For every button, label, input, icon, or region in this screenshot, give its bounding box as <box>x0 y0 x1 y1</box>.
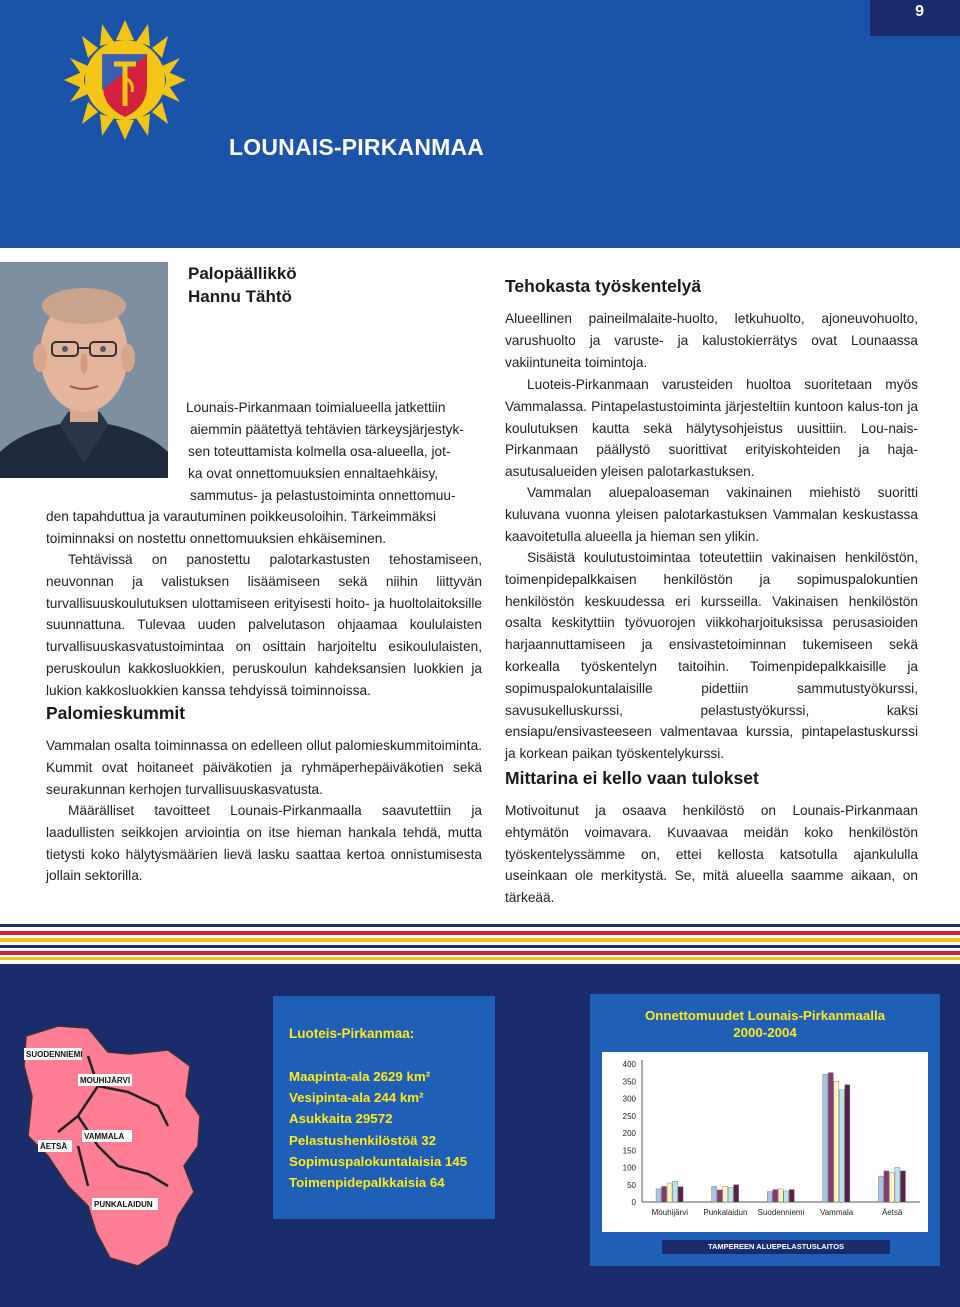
y-tick-label: 300 <box>622 1094 636 1104</box>
chart-bar <box>823 1074 828 1202</box>
y-tick-label: 50 <box>627 1180 636 1190</box>
chart-title-line-1: Onnettomuudet Lounais-Pirkanmaalla <box>644 1008 886 1023</box>
intro-line-7: toiminnaksi on nostettu onnettomuuksien ehkäiseminen. <box>46 531 387 546</box>
map-label-vammala: VAMMALA <box>84 1132 125 1141</box>
chart-title <box>590 1007 940 1041</box>
chart-bar <box>839 1090 844 1202</box>
stripe-navy-2 <box>0 945 960 948</box>
info-title: Luoteis-Pirkanmaa: <box>289 1026 415 1041</box>
chart-bar <box>662 1186 667 1202</box>
intro-line-4: ka ovat onnettomuuksien ennaltaehkäisy, <box>188 466 439 481</box>
chart-bar <box>878 1176 883 1202</box>
chart-bar <box>834 1081 839 1202</box>
y-tick-label: 200 <box>622 1129 636 1138</box>
region-title: LOUNAIS-PIRKANMAA <box>229 134 485 160</box>
map-label-suodenniemi: SUODENNIEMI <box>26 1050 83 1059</box>
heading-tehokasta: Tehokasta työskentelyä <box>505 276 702 296</box>
chart-bar <box>789 1190 794 1202</box>
chart-footer: TAMPEREEN ALUEPELASTUSLAITOS <box>662 1240 890 1254</box>
y-tick-label: 0 <box>631 1198 636 1207</box>
map-label-mouhijarvi: MOUHIJÄRVI <box>80 1076 131 1085</box>
intro-line-2: aiemmin päätettyä tehtävien tärkeysjärjestyk- <box>190 422 464 437</box>
region-map <box>18 996 243 1278</box>
chart-bar <box>895 1168 900 1203</box>
info-maapinta-ala: Maapinta-ala 2629 km² <box>289 1069 431 1084</box>
info-asukkaita: Asukkaita 29572 <box>289 1111 393 1127</box>
chart-bar <box>728 1188 733 1202</box>
paragraph-maaralliset: Määrälliset tavoitteet Lounais-Pirkanmaalla saavutettiin ja laadullisten seikkojen arviointia on itse hieman hankala tehdä, mutta tietysti koko hälytysmäärien lievä lasku saattaa kertoa onnistumisesta jollain sektorilla. <box>46 803 482 884</box>
y-tick-label: 250 <box>622 1111 636 1121</box>
chart-bar <box>845 1085 850 1202</box>
chart-bar <box>723 1186 728 1202</box>
chart-bar <box>773 1190 778 1202</box>
portrait-photo <box>0 262 168 478</box>
caption-role: Palopäällikkö <box>188 264 297 283</box>
map-label-aetsa: ÄETSÄ <box>40 1142 68 1151</box>
x-tick-label: Äetsä <box>881 1208 903 1217</box>
intro-line-6: den tapahduttua ja varautuminen poikkeusoloihin. Tärkeimmäksi <box>46 509 437 524</box>
x-tick-label: Punkalaidun <box>703 1208 748 1217</box>
map-label-punkalaidun: PUNKALAIDUN <box>94 1200 153 1209</box>
chart-bar <box>717 1190 722 1202</box>
bar-chart <box>602 1052 928 1232</box>
stripe-red-2 <box>0 951 960 955</box>
y-tick-label: 400 <box>622 1060 636 1069</box>
info-sopimuspalokuntalaisia: Sopimuspalokuntalaisia 145 <box>289 1153 468 1169</box>
intro-line-1: Lounais-Pirkanmaan toimialueella jatkettiin <box>186 400 446 415</box>
chart-bar <box>678 1187 683 1202</box>
chart-bar <box>734 1185 739 1202</box>
chart-title-line-2: 2000-2004 <box>733 1025 797 1040</box>
y-tick-label: 150 <box>622 1146 636 1156</box>
x-tick-label: Mouhijärvi <box>651 1208 689 1217</box>
chart-bar <box>784 1191 789 1202</box>
info-toimenpidepalkkaisia: Toimenpidepalkkaisia 64 <box>289 1175 445 1191</box>
paragraph-vammalan: Vammalan osalta toiminnassa on edelleen ollut palomieskummitoiminta. Kummit ovat hoitaneet päiväkotien ja ryhmäperhepäiväkotien sekä seurakunnan kerhojen turvallisuuskasvatusta. <box>46 738 482 797</box>
info-vesipinta-ala: Vesipinta-ala 244 km² <box>289 1090 424 1106</box>
chart-bar <box>656 1189 661 1202</box>
stripe-red-1 <box>0 931 960 935</box>
info-list <box>289 1066 467 1193</box>
page-number: 9 <box>870 0 960 36</box>
chart-bar <box>778 1189 783 1202</box>
chart-bar <box>900 1171 905 1202</box>
chart-bar <box>828 1073 833 1202</box>
heading-palomieskummit: Palomieskummit <box>46 703 186 723</box>
intro-line-5: sammutus- ja pelastustoiminta onnettomuu- <box>190 488 456 503</box>
info-pelastushenkilosto: Pelastushenkilöstöä 32 <box>289 1132 437 1148</box>
stripe-navy-1 <box>0 924 960 927</box>
chart-bar <box>884 1171 889 1202</box>
paragraph-alueellinen: Alueellinen paineilmalaite-huolto, letkuhuolto, ajoneuvohuolto, varushuolto ja varuste- ja kalustokierrätys ovat Lounaassa vakiintuneita toimintoja. <box>505 311 918 370</box>
chart-bar <box>767 1192 772 1202</box>
chart-bar <box>712 1186 717 1202</box>
heading-mittarina: Mittarina ei kello vaan tulokset <box>505 768 759 788</box>
y-tick-label: 350 <box>622 1077 636 1087</box>
x-tick-label: Vammala <box>819 1208 854 1217</box>
stripe-yellow-2 <box>0 957 960 960</box>
chart-panel <box>590 994 940 1266</box>
intro-line-3: sen toteuttamista kolmella osa-alueella, jot- <box>188 444 451 459</box>
chart-bar <box>673 1181 678 1202</box>
paragraph-vammalan-aluepaloasema: Vammalan aluepaloaseman vakinainen miehistö suoritti kuluvana vuonna yleisen palotarkastuksen Vammalan keskustassa kaavoitetulla alueella ja hieman sen ylikin. <box>505 485 918 544</box>
chart-bar <box>889 1173 894 1202</box>
paragraph-motivoitunut: Motivoitunut ja osaava henkilöstö on Lounais-Pirkanmaan ehtymätön voimavara. Kuvaavaa meidän koko henkilöstön työskentelyssämme on, ettei kellosta katsotulla ajankululla useinkaan ole merkitystä. Se, mitä alueella saamme aikaan, on tärkeää. <box>505 803 918 906</box>
stripe-yellow-1 <box>0 938 960 942</box>
x-tick-label: Suodenniemi <box>757 1208 805 1217</box>
portrait-caption <box>188 262 297 308</box>
info-box <box>273 996 495 1219</box>
coat-of-arms-logo <box>62 18 188 142</box>
paragraph-luoteis: Luoteis-Pirkanmaan varusteiden huoltoa suoritetaan myös Vammalassa. Pintapelastustoiminta järjesteltiin kuntoon kalus-ton ja koulutuksen kautta sekä hälytysohjeistus uusittiin. Lou-nais-Pirkanmaan päällystö suorittivat erityiskohteiden ja haja-asutusalueiden yleisen palotarkastuksen. <box>505 377 918 480</box>
paragraph-sisaista: Sisäistä koulutustoimintaa toteutettiin vakinaisen henkilöstön, toimenpidepalkkaisen henkilöstön ja sopimuspalokuntien henkilöstön keskuudessa eri kursseilla. Vakinaisen henkilöstön osalta keskityttiin työvuorojen viikkoharjoituksissa perusasioiden harjaannuttamiseen ja ensivastetoiminnan tukemiseen sekä korkealla työskentelyn taitoihin. Toimenpidepalkkaisille ja sopimuspalokuntalaisille pidettiin sammutustyökurssi, savusukelluskurssi, pelastustyökurssi, kaksi ensiapu/ensivasteeseen valmentavaa kurssia, pintapelastuskurssi ja korkean paikan työskentelykurssi. <box>505 550 918 762</box>
y-tick-label: 100 <box>622 1163 636 1173</box>
paragraph-tehtavissa: Tehtävissä on panostettu palotarkastusten tehostamiseen, neuvonnan ja valistuksen lisäämiseen sekä niihin liittyvän turvallisuuskoulutuksen ulottamiseen erityisesti hoito- ja huoltolaitoksille suunnattuna. Tulevaa uuden palvelutason ohjaamaa koululaisten turvallisuuskasvatustoimintaa on osittain harjoiteltu esikoululaisten, peruskoulun kakkosluokkien, peruskoulun kahdeksansien luokkien ja lukion kakkosluokkien kanssa tehdyissä toiminnoissa. <box>46 552 482 698</box>
caption-name: Hannu Tähtö <box>188 287 292 306</box>
chart-bar <box>667 1183 672 1202</box>
